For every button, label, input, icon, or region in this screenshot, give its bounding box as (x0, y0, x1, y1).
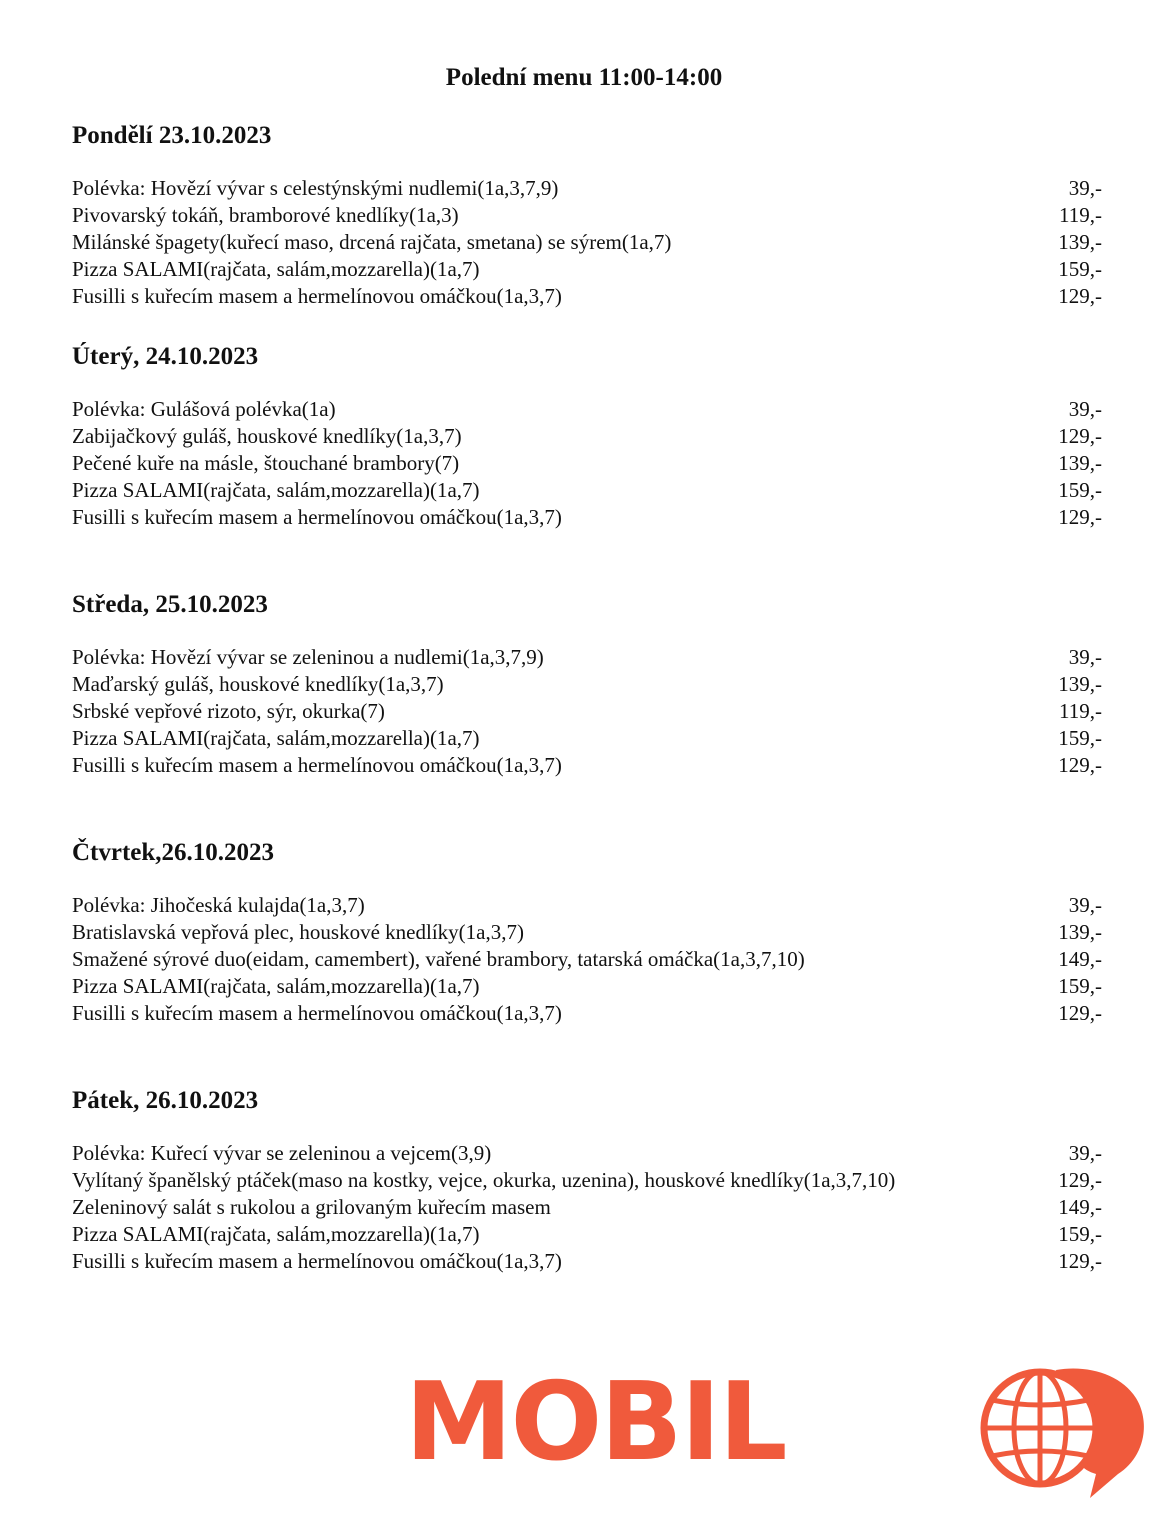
day-heading: Čtvrtek,26.10.2023 (72, 839, 275, 866)
item-name: Polévka: Kuřecí vývar se zeleninou a vejcem(3,9) (72, 1141, 492, 1165)
item-price: 129,- (1058, 284, 1102, 308)
day-heading: Pondělí 23.10.2023 (72, 122, 272, 149)
item-name: Fusilli s kuřecím masem a hermelínovou omáčkou(1a,3,7) (72, 1001, 562, 1025)
menu-item (72, 725, 1102, 752)
item-price: 159,- (1058, 974, 1102, 998)
menu-item (72, 283, 1102, 310)
menu-item (72, 919, 1102, 946)
item-price: 159,- (1058, 1222, 1102, 1246)
day-wednesday (72, 587, 1102, 779)
item-name: Pivovarský tokáň, bramborové knedlíky(1a,3) (72, 203, 459, 227)
item-price: 159,- (1058, 478, 1102, 502)
item-price: 39,- (1068, 1141, 1102, 1165)
menu-item (72, 644, 1102, 671)
item-price: 149,- (1058, 947, 1102, 971)
item-name: Maďarský guláš, houskové knedlíky(1a,3,7) (72, 672, 444, 696)
item-price: 39,- (1068, 645, 1102, 669)
item-name: Pizza SALAMI(rajčata, salám,mozzarella)(1a,7) (72, 257, 480, 281)
item-price: 129,- (1058, 753, 1102, 777)
menu-item (72, 1248, 1102, 1275)
menu-item (72, 175, 1102, 202)
menu-item (72, 477, 1102, 504)
item-name: Polévka: Hovězí vývar se zeleninou a nudlemi(1a,3,7,9) (72, 645, 544, 669)
menu-item (72, 450, 1102, 477)
item-name: Pizza SALAMI(rajčata, salám,mozzarella)(1a,7) (72, 726, 480, 750)
item-price: 129,- (1058, 1001, 1102, 1025)
item-price: 129,- (1058, 1168, 1102, 1192)
item-name: Zeleninový salát s rukolou a grilovaným kuřecím masem (72, 1195, 551, 1219)
menu-title: Polední menu 11:00-14:00 (445, 64, 723, 91)
menu-items (72, 175, 1102, 310)
item-name: Polévka: Gulášová polévka(1a) (72, 397, 336, 421)
menu-items (72, 892, 1102, 1027)
item-name: Pečené kuře na másle, štouchané brambory(7) (72, 451, 460, 475)
menu-item (72, 1167, 1102, 1194)
item-price: 139,- (1058, 451, 1102, 475)
item-name: Pizza SALAMI(rajčata, salám,mozzarella)(1a,7) (72, 974, 480, 998)
menu-item (72, 698, 1102, 725)
day-friday (72, 1083, 1102, 1275)
item-price: 139,- (1058, 672, 1102, 696)
menu-item (72, 752, 1102, 779)
menu-item (72, 256, 1102, 283)
item-price: 129,- (1058, 1249, 1102, 1273)
item-price: 129,- (1058, 505, 1102, 529)
menu-item (72, 671, 1102, 698)
menu-item (72, 396, 1102, 423)
item-price: 139,- (1058, 920, 1102, 944)
item-price: 119,- (1059, 699, 1102, 723)
menu-item (72, 423, 1102, 450)
day-heading: Úterý, 24.10.2023 (72, 343, 259, 370)
item-price: 159,- (1058, 726, 1102, 750)
item-name: Fusilli s kuřecím masem a hermelínovou omáčkou(1a,3,7) (72, 284, 562, 308)
item-price: 159,- (1058, 257, 1102, 281)
item-name: Smažené sýrové duo(eidam, camembert), vařené brambory, tatarská omáčka(1a,3,7,10) (72, 947, 805, 971)
menu-item (72, 1194, 1102, 1221)
item-name: Fusilli s kuřecím masem a hermelínovou omáčkou(1a,3,7) (72, 505, 562, 529)
item-name: Milánské špagety(kuřecí maso, drcená rajčata, smetana) se sýrem(1a,7) (72, 230, 672, 254)
day-tuesday (72, 339, 1102, 531)
day-heading: Pátek, 26.10.2023 (72, 1087, 259, 1114)
item-price: 39,- (1068, 176, 1102, 200)
item-name: Srbské vepřové rizoto, sýr, okurka(7) (72, 699, 385, 723)
day-thursday (72, 835, 1102, 1027)
menu-item (72, 202, 1102, 229)
menu-items (72, 1140, 1102, 1275)
item-price: 149,- (1058, 1195, 1102, 1219)
item-name: Bratislavská vepřová plec, houskové knedlíky(1a,3,7) (72, 920, 524, 944)
globe-speech-bubble-icon (978, 1362, 1148, 1502)
item-price: 139,- (1058, 230, 1102, 254)
item-name: Pizza SALAMI(rajčata, salám,mozzarella)(1a,7) (72, 1222, 480, 1246)
item-name: Polévka: Jihočeská kulajda(1a,3,7) (72, 893, 365, 917)
menu-item (72, 892, 1102, 919)
item-name: Fusilli s kuřecím masem a hermelínovou omáčkou(1a,3,7) (72, 1249, 562, 1273)
day-monday (72, 118, 1102, 310)
item-name: Fusilli s kuřecím masem a hermelínovou omáčkou(1a,3,7) (72, 753, 562, 777)
item-price: 39,- (1068, 397, 1102, 421)
menu-item (72, 1221, 1102, 1248)
menu-item (72, 504, 1102, 531)
menu-item (72, 1140, 1102, 1167)
item-name: Zabijačkový guláš, houskové knedlíky(1a,3,7) (72, 424, 462, 448)
item-price: 129,- (1058, 424, 1102, 448)
menu-item (72, 1000, 1102, 1027)
menu-items (72, 644, 1102, 779)
day-heading: Středa, 25.10.2023 (72, 591, 268, 618)
menu-item (72, 229, 1102, 256)
mobil-logo-text: MOBIL (405, 1360, 786, 1485)
item-name: Polévka: Hovězí vývar s celestýnskými nudlemi(1a,3,7,9) (72, 176, 559, 200)
menu-item (72, 946, 1102, 973)
item-name: Vylítaný španělský ptáček(maso na kostky, vejce, okurka, uzenina), houskové knedlíky(1a,3,7,10) (72, 1168, 896, 1192)
menu-items (72, 396, 1102, 531)
item-price: 39,- (1068, 893, 1102, 917)
item-name: Pizza SALAMI(rajčata, salám,mozzarella)(1a,7) (72, 478, 480, 502)
item-price: 119,- (1059, 203, 1102, 227)
menu-item (72, 973, 1102, 1000)
